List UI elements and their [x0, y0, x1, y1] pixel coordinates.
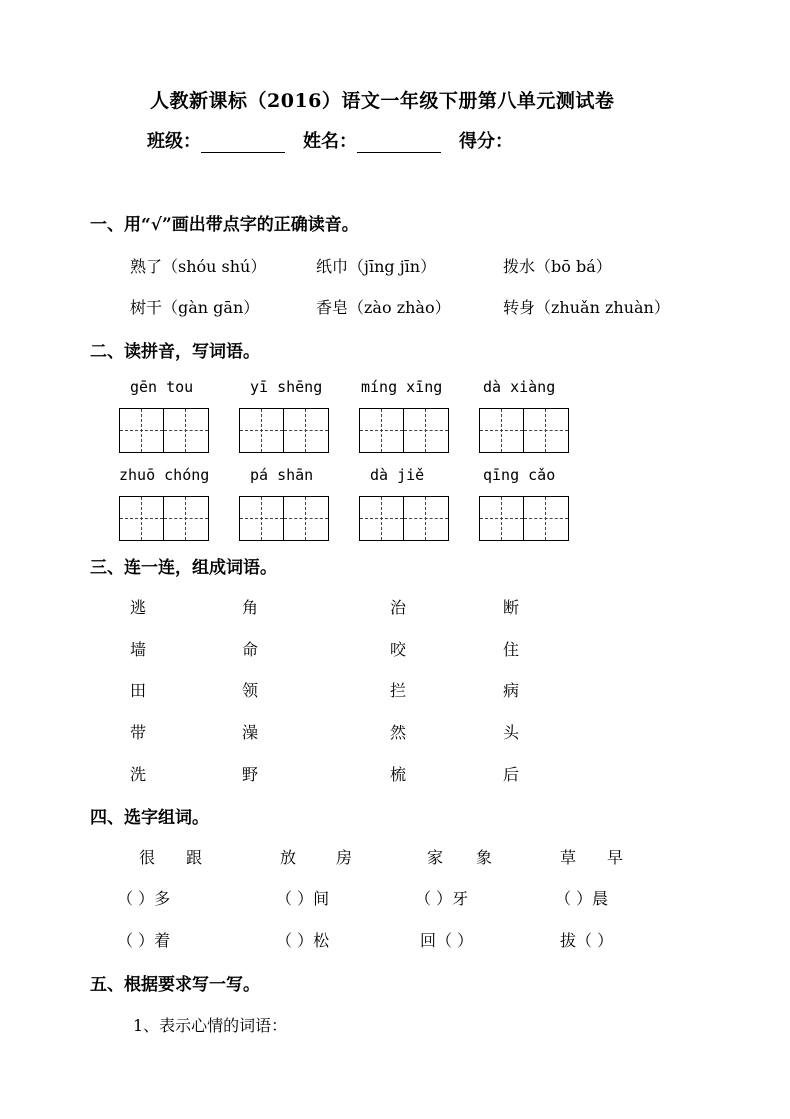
name-label: 姓名：	[303, 131, 357, 152]
fill-blank[interactable]: 回（ ）	[420, 931, 474, 950]
reading-item: 纸巾（jīng jīn）	[316, 257, 437, 276]
match-char[interactable]: 田	[130, 681, 147, 700]
match-char[interactable]: 带	[130, 723, 147, 742]
section-4-heading: 四、选字组词。	[90, 808, 209, 828]
choice-char: 象	[476, 848, 493, 867]
match-char[interactable]: 澡	[242, 723, 259, 742]
fill-blank[interactable]: 拔（ ）	[560, 931, 614, 950]
section-2-heading: 二、读拼音，写词语。	[90, 342, 260, 362]
fill-blank[interactable]: （ ）牙	[415, 889, 469, 908]
pinyin-label: gēn tou	[130, 378, 194, 396]
writing-grid[interactable]	[479, 496, 569, 541]
match-char[interactable]: 拦	[390, 681, 407, 700]
reading-item: 拨水（bō bá）	[503, 257, 612, 276]
fill-blank[interactable]: （ ）晨	[555, 889, 609, 908]
choice-char: 放	[280, 848, 297, 867]
pinyin-label: yī shēng	[250, 378, 323, 396]
pinyin-label: míng xīng	[361, 378, 443, 396]
choice-char: 早	[607, 848, 624, 867]
class-label: 班级：	[147, 131, 201, 152]
score-label: 得分：	[459, 131, 513, 152]
reading-item: 树干（gàn gān）	[130, 298, 260, 317]
match-char[interactable]: 梳	[390, 765, 407, 784]
section-3-heading: 三、连一连，组成词语。	[90, 558, 277, 578]
class-blank[interactable]	[201, 134, 285, 153]
match-char[interactable]: 咬	[390, 640, 407, 659]
match-char[interactable]: 治	[390, 598, 407, 617]
question-1: 1、表示心情的词语：	[133, 1016, 288, 1035]
fill-blank[interactable]: （ ）松	[276, 931, 330, 950]
choice-char: 跟	[186, 848, 203, 867]
writing-grid[interactable]	[119, 496, 209, 541]
match-char[interactable]: 住	[503, 640, 520, 659]
fill-blank[interactable]: （ ）着	[117, 931, 171, 950]
pinyin-label: dà jiě	[370, 466, 425, 484]
reading-item: 熟了（shóu shú）	[130, 257, 267, 276]
match-char[interactable]: 命	[242, 640, 259, 659]
match-char[interactable]: 病	[503, 681, 520, 700]
student-info-line	[147, 127, 513, 153]
match-char[interactable]: 逃	[130, 598, 147, 617]
fill-blank[interactable]: （ ）间	[276, 889, 330, 908]
name-blank[interactable]	[357, 134, 441, 153]
pinyin-label: zhuō chóng	[119, 466, 210, 484]
match-char[interactable]: 后	[503, 765, 520, 784]
match-char[interactable]: 断	[503, 598, 520, 617]
writing-grid[interactable]	[359, 408, 449, 453]
pinyin-label: pá shān	[250, 466, 314, 484]
choice-char: 家	[427, 848, 444, 867]
section-1-heading: 一、用“√”画出带点字的正确读音。	[90, 215, 359, 235]
writing-grid[interactable]	[479, 408, 569, 453]
match-char[interactable]: 领	[242, 681, 259, 700]
match-char[interactable]: 头	[503, 723, 520, 742]
choice-char: 很	[139, 848, 156, 867]
pinyin-label: qīng cǎo	[483, 466, 556, 484]
choice-char: 草	[560, 848, 577, 867]
section-5-heading: 五、根据要求写一写。	[90, 975, 260, 995]
page-title: 人教新课标（2016）语文一年级下册第八单元测试卷	[150, 90, 615, 112]
choice-char: 房	[336, 848, 353, 867]
writing-grid[interactable]	[239, 496, 329, 541]
writing-grid[interactable]	[239, 408, 329, 453]
match-char[interactable]: 墙	[130, 640, 147, 659]
reading-item: 转身（zhuǎn zhuàn）	[503, 298, 670, 317]
match-char[interactable]: 洗	[130, 765, 147, 784]
reading-item: 香皂（zào zhào）	[316, 298, 451, 317]
writing-grid[interactable]	[119, 408, 209, 453]
fill-blank[interactable]: （ ）多	[117, 889, 171, 908]
writing-grid[interactable]	[359, 496, 449, 541]
match-char[interactable]: 角	[242, 598, 259, 617]
pinyin-label: dà xiàng	[483, 378, 556, 396]
match-char[interactable]: 然	[390, 723, 407, 742]
match-char[interactable]: 野	[242, 765, 259, 784]
